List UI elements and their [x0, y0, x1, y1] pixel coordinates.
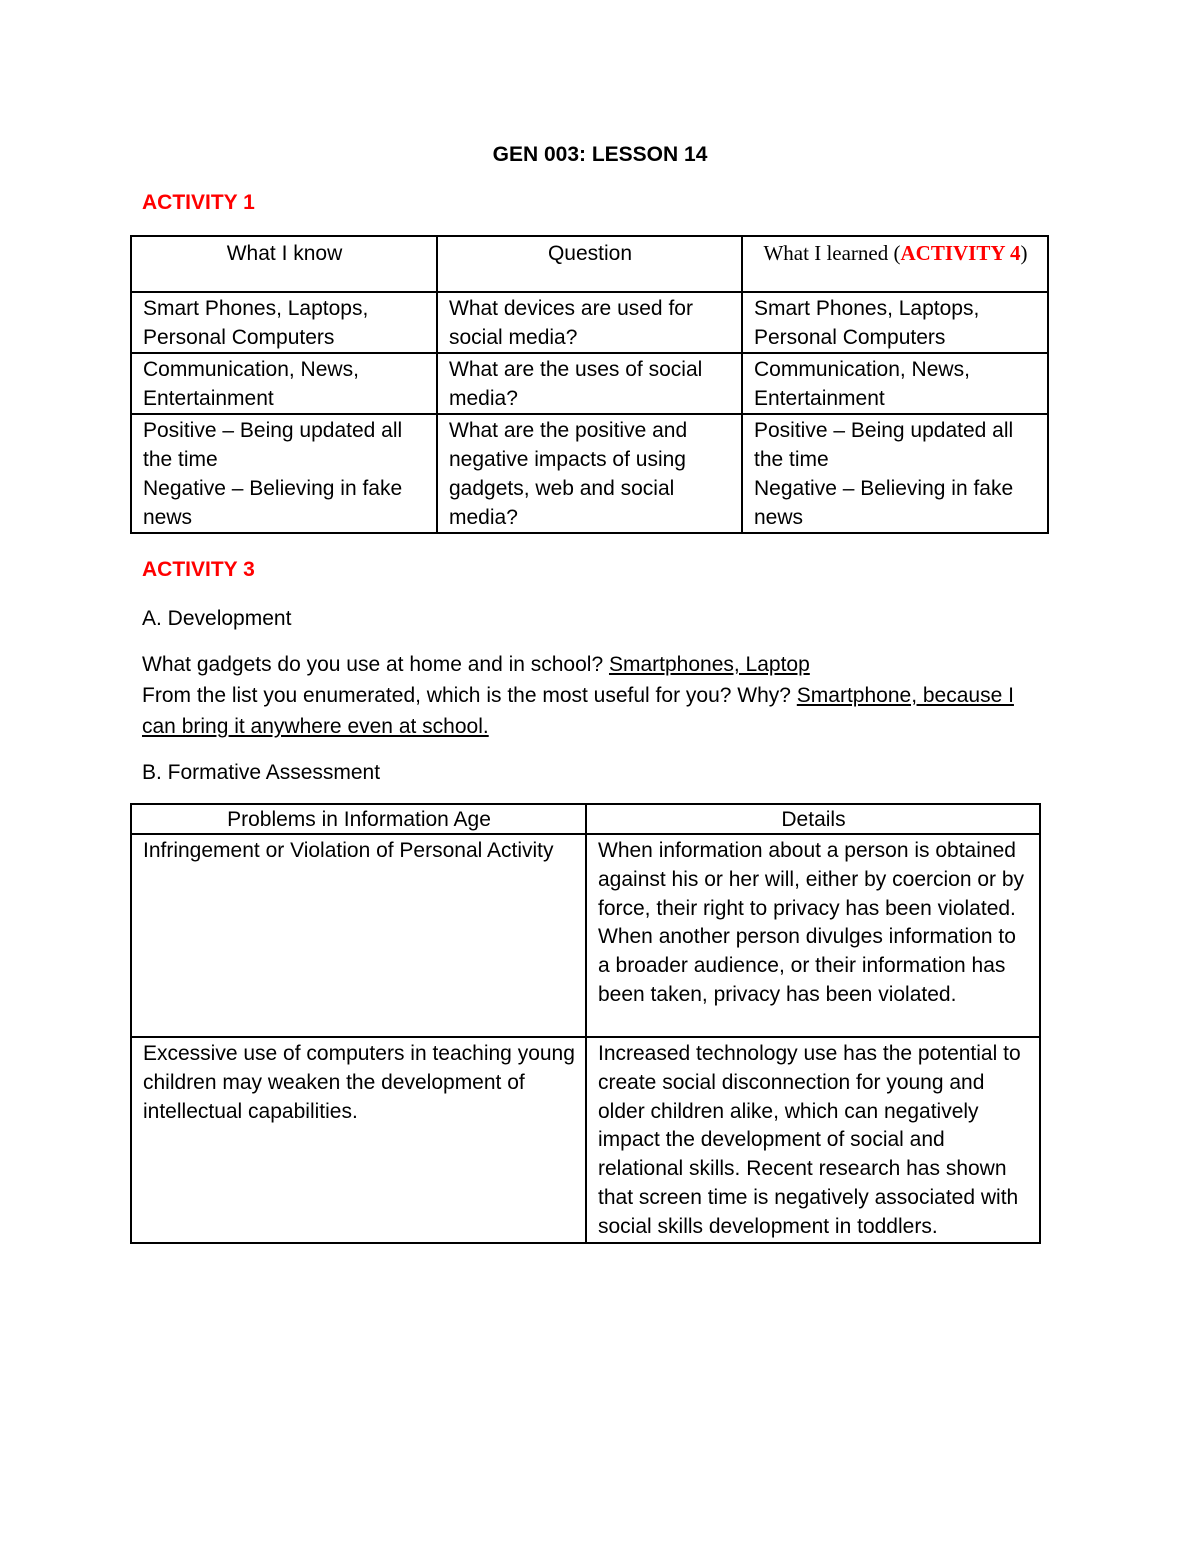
table-row	[131, 414, 1048, 533]
table-row	[131, 292, 1048, 353]
details-cell: Increased technology use has the potential to create social disconnection for young and older children alike, which can negatively impact the development of social and relational skills. Recent research has shown that screen time is negatively associated with social skills development in toddlers.	[586, 1037, 1040, 1243]
details-cell: When information about a person is obtained against his or her will, either by coercion or by force, their right to privacy has been violated. When another person divulges information to a broader audience, or their information has been taken, privacy has been violated.	[586, 834, 1040, 1037]
question-cell: What are the uses of social media?	[437, 353, 742, 414]
table-row	[131, 1037, 1040, 1243]
activity-1-heading: ACTIVITY 1	[142, 191, 255, 214]
know-cell: Positive – Being updated all the time Negative – Believing in fake news	[131, 414, 437, 533]
section-b-title: B. Formative Assessment	[142, 761, 381, 784]
know-cell: Smart Phones, Laptops, Personal Computers	[131, 292, 437, 353]
header-learned-highlight: ACTIVITY 4	[900, 241, 1021, 265]
question-cell: What devices are used for social media?	[437, 292, 742, 353]
header-learned-suffix: )	[1020, 241, 1028, 265]
question-1	[142, 649, 1052, 680]
header-what-i-know: What I know	[131, 236, 437, 292]
page-title: GEN 003: LESSON 14	[492, 143, 708, 166]
answer-1: Smartphones, Laptop	[608, 653, 810, 676]
question-1-text: What gadgets do you use at home and in school?	[142, 653, 609, 676]
table-row	[131, 834, 1040, 1037]
header-details: Details	[586, 804, 1040, 834]
assessment-header-row	[131, 804, 1040, 834]
development-answers	[142, 649, 1052, 742]
question-2-text: From the list you enumerated, which is the most useful for you? Why?	[142, 684, 797, 707]
activity-3-heading: ACTIVITY 3	[142, 558, 255, 581]
question-cell: What are the positive and negative impacts of using gadgets, web and social media?	[437, 414, 742, 533]
section-a-title: A. Development	[142, 607, 292, 630]
problem-cell: Excessive use of computers in teaching young children may weaken the development of intellectual capabilities.	[131, 1037, 586, 1243]
kwl-header-row	[131, 236, 1048, 292]
learned-cell: Positive – Being updated all the time Negative – Believing in fake news	[742, 414, 1048, 533]
header-problems: Problems in Information Age	[131, 804, 586, 834]
header-learned-prefix: What I learned (	[763, 241, 901, 265]
answer-2: Smartphone, because I can bring it anywhere even at school.	[142, 684, 1014, 738]
learned-cell: Smart Phones, Laptops, Personal Computers	[742, 292, 1048, 353]
learned-cell: Communication, News, Entertainment	[742, 353, 1048, 414]
kwl-table	[130, 235, 1049, 534]
question-2	[142, 680, 1052, 742]
table-row	[131, 353, 1048, 414]
header-question: Question	[437, 236, 742, 292]
problem-cell: Infringement or Violation of Personal Activity	[131, 834, 586, 1037]
header-what-i-learned	[742, 236, 1048, 292]
formative-assessment-table	[130, 803, 1041, 1244]
know-cell: Communication, News, Entertainment	[131, 353, 437, 414]
